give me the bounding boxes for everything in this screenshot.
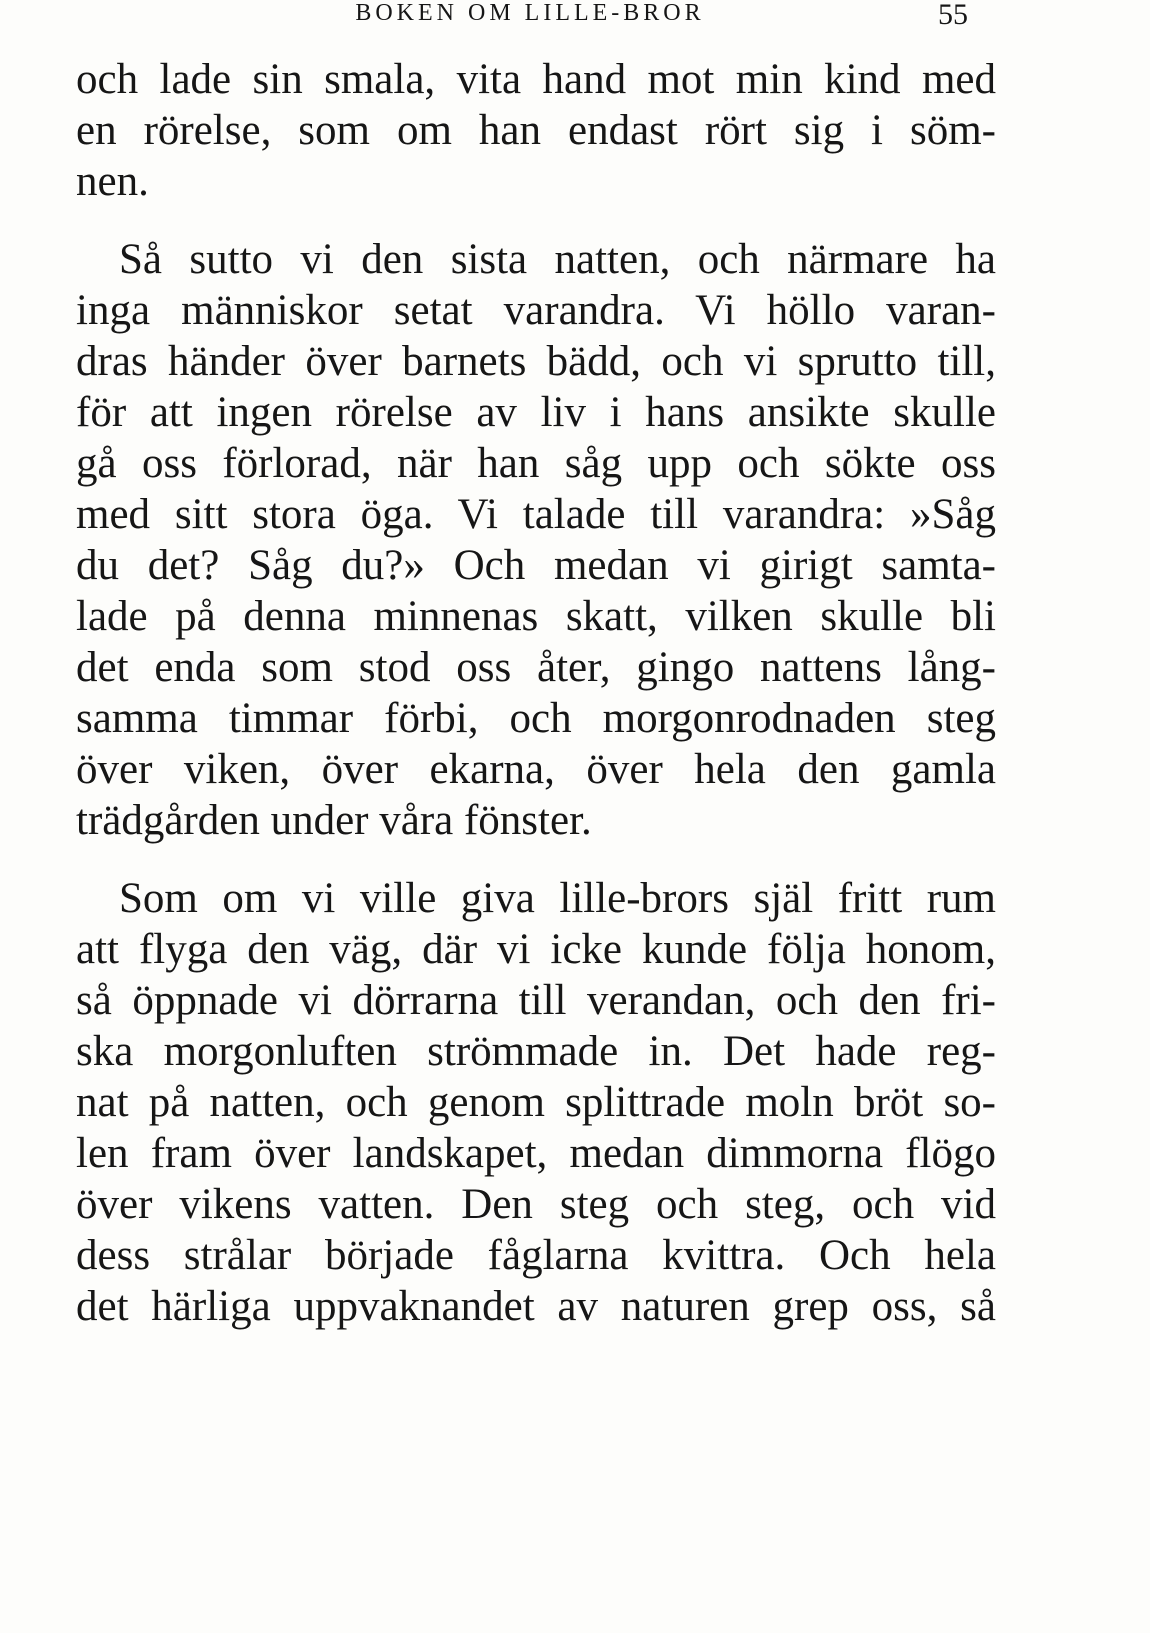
text-line: ska morgonluften strömmade in. Det hade reg-	[76, 1028, 996, 1075]
text-line: len fram över landskapet, medan dimmorna flögo	[76, 1130, 996, 1177]
text-line: trädgården under våra fönster.	[76, 797, 592, 844]
text-line: du det? Såg du?» Och medan vi girigt samta-	[76, 542, 996, 589]
text-line: över viken, över ekarna, över hela den gamla	[76, 746, 996, 793]
text-line: inga människor setat varandra. Vi höllo varan-	[76, 287, 996, 334]
text-line: Som om vi ville giva lille-brors själ fritt rum	[119, 875, 996, 922]
text-line: gå oss förlorad, när han såg upp och sökte oss	[76, 440, 996, 487]
paragraph	[76, 873, 996, 1332]
text-line: för att ingen rörelse av liv i hans ansikte skulle	[76, 389, 996, 436]
running-head	[0, 0, 1150, 34]
body-text	[76, 54, 996, 1332]
text-line: med sitt stora öga. Vi talade till varandra: »Såg	[76, 491, 996, 538]
text-line: att flyga den väg, där vi icke kunde följa honom,	[76, 926, 996, 973]
text-line: Så sutto vi den sista natten, och närmare ha	[119, 236, 996, 283]
text-line: det härliga uppvaknandet av naturen grep oss, så	[76, 1283, 996, 1330]
paragraph	[76, 234, 996, 846]
text-line: lade på denna minnenas skatt, vilken skulle bli	[76, 593, 996, 640]
text-line: över vikens vatten. Den steg och steg, och vid	[76, 1181, 996, 1228]
text-line: nat på natten, och genom splittrade moln bröt so-	[76, 1079, 996, 1126]
text-line: och lade sin smala, vita hand mot min kind med	[76, 56, 996, 103]
paragraph	[76, 54, 996, 207]
text-line: nen.	[76, 158, 149, 205]
text-line: samma timmar förbi, och morgonrodnaden steg	[76, 695, 996, 742]
text-line: dras händer över barnets bädd, och vi sprutto till,	[76, 338, 996, 385]
page-number: 55	[938, 0, 968, 31]
running-title: BOKEN OM LILLE-BROR	[355, 0, 705, 26]
text-line: det enda som stod oss åter, gingo nattens lång-	[76, 644, 996, 691]
text-line: så öppnade vi dörrarna till verandan, och den fri-	[76, 977, 996, 1024]
text-line: dess strålar började fåglarna kvittra. Och hela	[76, 1232, 996, 1279]
text-line: en rörelse, som om han endast rört sig i söm-	[76, 107, 996, 154]
